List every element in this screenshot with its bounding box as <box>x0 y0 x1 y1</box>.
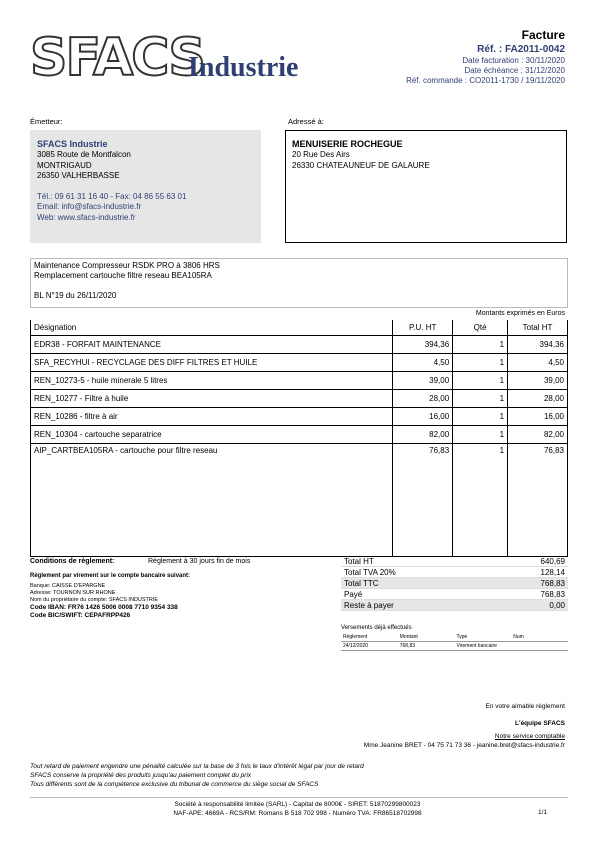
payments-table <box>341 633 568 651</box>
emetteur-name: SFACS Industrie <box>37 139 108 149</box>
invoice-title: Facture <box>521 28 565 42</box>
footer-line1: Société à responsabilité limitée (SARL) - Capital de 8000€ - SIRET: 51870299800023 <box>174 801 421 808</box>
total-label: Total TTC <box>344 579 379 588</box>
destinataire-addr1: 20 Rue Des Airs <box>292 150 350 159</box>
total-tva-row <box>341 567 568 578</box>
cell-total: 39,00 <box>508 371 568 389</box>
cell-total: 16,00 <box>508 407 568 425</box>
cell-designation: REN_10304 - cartouche separatrice <box>31 425 393 443</box>
payments-made <box>341 625 568 651</box>
totals-block <box>341 556 568 611</box>
emetteur-addr3: 26350 VALHERBASSE <box>37 171 120 180</box>
total-value: 640,69 <box>540 557 565 566</box>
sig-line1: En votre aimable règlement <box>485 703 565 710</box>
cell-designation: REN_10273-5 - huile minerale 5 litres <box>31 371 393 389</box>
footer-divider <box>30 797 568 798</box>
legal-line3: Tous différents sont de la compétence exclusive du tribunal de commerce du siège social de SFACS <box>30 781 319 788</box>
cell-pu: 4,50 <box>393 353 453 371</box>
cell-pu: 16,00 <box>393 407 453 425</box>
payment-num <box>511 642 568 651</box>
payment-conditions <box>30 558 330 620</box>
sig-line4: Mme Jeanine BRET - 04 75 71 73 36 - jeanine.bret@sfacs-industrie.fr <box>363 742 565 749</box>
cell-designation: REN_10277 - Filtre à huile <box>31 389 393 407</box>
cell-qte: 1 <box>453 335 508 353</box>
cell-pu: 394,36 <box>393 335 453 353</box>
invoice-header <box>406 28 565 86</box>
table-row <box>31 335 568 353</box>
logo-industrie: Industrie <box>188 52 299 83</box>
cell-designation: EDR38 - FORFAIT MAINTENANCE <box>31 335 393 353</box>
destinataire-label: Adressé à: <box>288 117 324 126</box>
col-designation: Désignation <box>31 320 393 335</box>
bank-name: Banque: CAISSE D'EPARGNE <box>30 583 106 589</box>
virement-label: Règlement par virement sur le compte bancaire suivant: <box>30 573 191 579</box>
total-label: Reste à payer <box>344 601 394 610</box>
col-pu-ht: P.U. HT <box>393 320 453 335</box>
cell-qte: 1 <box>453 407 508 425</box>
ref-commande: Réf. commande : CO2011-1730 / 19/11/2020 <box>406 76 565 85</box>
cell-total: 76,83 <box>508 443 568 556</box>
account-owner: Nom du propriétaire du compte: SFACS INDUSTRIE <box>30 597 159 603</box>
page-number: 1/1 <box>537 809 547 816</box>
payments-col: Règlement <box>341 633 398 642</box>
emetteur-box <box>30 130 261 243</box>
total-value: 0,00 <box>549 601 565 610</box>
sig-line3: Notre service comptable <box>494 733 565 740</box>
cell-qte: 1 <box>453 371 508 389</box>
table-row <box>31 425 568 443</box>
emetteur-web: Web: www.sfacs-industrie.fr <box>37 212 136 222</box>
legal-notice <box>30 762 364 789</box>
bank-address: Adresse: TOURNON SUR RHONE <box>30 590 116 596</box>
destinataire-name: MENUISERIE ROCHEGUE <box>292 139 403 149</box>
invoice-ref: Réf. : FA2011-0042 <box>477 44 565 55</box>
payment-date: 24/12/2020 <box>341 642 398 651</box>
table-header-row <box>31 320 568 335</box>
total-ttc-row <box>341 578 568 589</box>
logo-sfacs: SFACS <box>30 28 204 88</box>
company-logo <box>30 30 320 90</box>
emetteur-tel: Tél.: 09 61 31 16 40 - Fax: 04 86 55 63 01 <box>37 191 187 201</box>
total-ht-row <box>341 556 568 567</box>
destinataire-addr2: 26330 CHATEAUNEUF DE GALAURE <box>292 160 430 170</box>
col-qte: Qté <box>453 320 508 335</box>
cell-qte: 1 <box>453 425 508 443</box>
total-value: 768,83 <box>540 590 565 599</box>
legal-line1: Tout retard de paiement engendre une pénalité calculée sur la base de 3 fois le taux d'intérêt légal par jour de retard <box>30 763 364 770</box>
table-row <box>341 642 568 651</box>
cell-total: 394,36 <box>508 335 568 353</box>
total-value: 128,14 <box>540 568 565 577</box>
cell-total: 28,00 <box>508 389 568 407</box>
total-value: 768,83 <box>540 579 565 588</box>
cell-designation: AIP_CARTBEA105RA - cartouche pour filtre reseau <box>31 443 393 556</box>
cell-pu: 39,00 <box>393 371 453 389</box>
emetteur-email: Email: info@sfacs-industrie.fr <box>37 202 142 211</box>
emetteur-label: Émetteur: <box>30 117 63 126</box>
cell-designation: REN_10286 - filtre à air <box>31 407 393 425</box>
items-table <box>30 320 568 557</box>
col-total-ht: Total HT <box>508 320 568 335</box>
cell-total: 4,50 <box>508 353 568 371</box>
cell-qte: 1 <box>453 389 508 407</box>
payments-col: Num <box>511 633 568 642</box>
payment-amount: 768,83 <box>398 642 455 651</box>
table-row <box>31 443 568 556</box>
date-facturation: Date facturation : 30/11/2020 <box>462 56 565 65</box>
emetteur-addr1: 3085 Route de Montfalcon <box>37 150 131 159</box>
signature-block <box>364 700 565 750</box>
conditions-value: Règlement à 30 jours fin de mois <box>148 558 251 565</box>
destinataire-box <box>285 130 567 243</box>
table-row <box>31 407 568 425</box>
sig-line2: L'équipe SFACS <box>515 720 565 727</box>
table-row <box>31 389 568 407</box>
conditions-label: Conditions de règlement: <box>30 558 115 565</box>
payments-col: Type <box>455 633 512 642</box>
table-row <box>31 353 568 371</box>
payments-col: Montant <box>398 633 455 642</box>
total-label: Total HT <box>344 557 374 566</box>
object-line3: BL N°19 du 26/11/2020 <box>34 291 117 300</box>
bic: Code BIC/SWIFT: CEPAFRPP426 <box>30 612 131 619</box>
cell-pu: 28,00 <box>393 389 453 407</box>
total-label: Total TVA 20% <box>344 568 396 577</box>
paye-row <box>341 589 568 600</box>
currency-note: Montants exprimés en Euros <box>475 310 565 317</box>
payments-header-row <box>341 633 568 642</box>
cell-qte: 1 <box>453 443 508 556</box>
total-label: Payé <box>344 590 363 599</box>
object-line1: Maintenance Compresseur RSDK PRO à 3806 HRS <box>34 261 220 270</box>
reste-row <box>341 600 568 611</box>
cell-qte: 1 <box>453 353 508 371</box>
table-row <box>31 371 568 389</box>
cell-pu: 76,83 <box>393 443 453 556</box>
invoice-object <box>30 258 568 308</box>
object-line2: Remplacement cartouche filtre reseau BEA105RA <box>34 271 212 280</box>
footer-line2: NAF-APE: 4669A - RCS/RM: Romans B 518 702 998 - Numéro TVA: FR86518702998 <box>173 810 422 817</box>
iban: Code IBAN: FR76 1426 5006 0008 7710 9354 338 <box>30 604 178 611</box>
payment-type: Virement bancaire <box>455 642 512 651</box>
cell-total: 82,00 <box>508 425 568 443</box>
cell-designation: SFA_RECYHUI - RECYCLAGE DES DIFF FILTRES ET HUILE <box>31 353 393 371</box>
emetteur-addr2: MONTRIGAUD <box>37 160 92 170</box>
date-echeance: Date échéance : 31/12/2020 <box>464 66 565 75</box>
payments-title: Versements déjà effectués <box>341 625 412 631</box>
legal-line2: SFACS conserve la propriété des produits jusqu'au paiement complet du prix <box>30 772 252 779</box>
footer <box>0 800 595 818</box>
cell-pu: 82,00 <box>393 425 453 443</box>
